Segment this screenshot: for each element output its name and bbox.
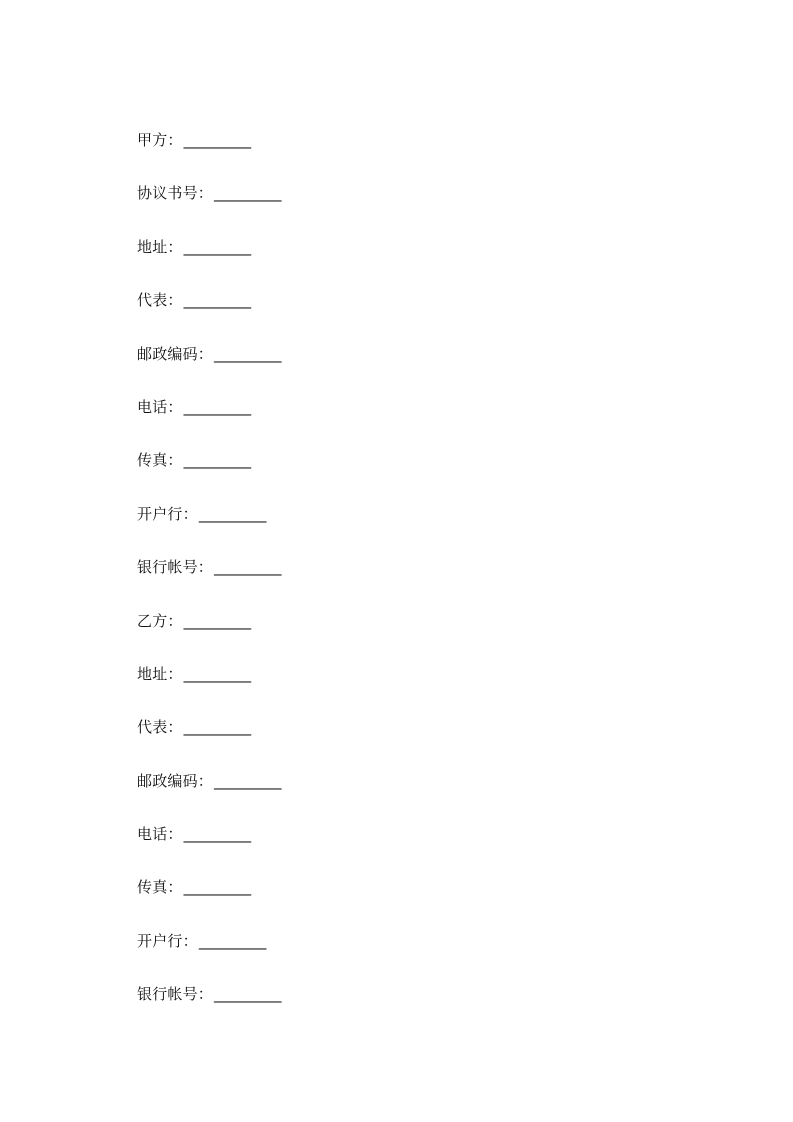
field-row-party-b-phone [137, 823, 282, 876]
field-blank-party-a-account: _________ [214, 558, 282, 577]
field-label-party-a-address: 地址： [137, 237, 183, 256]
field-row-party-a-phone [137, 396, 282, 449]
field-row-party-a-fax [137, 449, 282, 502]
field-row-party-b-address [137, 663, 282, 716]
party-info-fields [137, 129, 282, 1037]
field-blank-party-b-phone: _________ [183, 825, 252, 844]
field-row-party-b [137, 610, 282, 663]
field-label-party-b: 乙方： [137, 611, 183, 630]
field-label-party-b-postal-code: 邮政编码： [137, 771, 214, 790]
field-blank-party-b-address: _________ [183, 664, 252, 683]
field-blank-party-a-address: _________ [183, 237, 252, 256]
field-label-party-a-postal-code: 邮政编码： [137, 344, 214, 363]
field-blank-party-a-bank: _________ [198, 504, 267, 523]
field-row-party-a-account [137, 556, 282, 609]
field-label-party-b-phone: 电话： [137, 825, 183, 844]
field-blank-party-b: _________ [183, 611, 252, 630]
field-blank-party-b-fax: _________ [183, 878, 252, 897]
field-row-party-a-bank [137, 503, 282, 556]
field-row-party-b-account [137, 983, 282, 1036]
field-row-party-a [137, 129, 282, 182]
field-row-agreement-number [137, 182, 282, 235]
field-label-party-b-representative: 代表： [137, 718, 183, 737]
field-blank-party-b-account: _________ [214, 985, 282, 1004]
field-row-party-b-bank [137, 930, 282, 983]
field-row-party-a-postal-code [137, 343, 282, 396]
field-row-party-b-representative [137, 716, 282, 769]
field-label-party-b-bank: 开户行： [137, 931, 198, 950]
field-blank-party-b-bank: _________ [198, 931, 267, 950]
field-label-party-b-address: 地址： [137, 664, 183, 683]
field-row-party-a-address [137, 236, 282, 289]
field-blank-party-b-postal-code: _________ [214, 771, 282, 790]
field-label-party-a-account: 银行帐号： [137, 558, 214, 577]
field-label-party-b-account: 银行帐号： [137, 985, 214, 1004]
field-blank-party-a-representative: _________ [183, 291, 252, 310]
field-row-party-a-representative [137, 289, 282, 342]
field-row-party-b-postal-code [137, 770, 282, 823]
field-row-party-b-fax [137, 876, 282, 929]
field-label-agreement-number: 协议书号： [137, 184, 214, 203]
field-label-party-a-representative: 代表： [137, 291, 183, 310]
field-blank-party-b-representative: _________ [183, 718, 252, 737]
field-label-party-a-bank: 开户行： [137, 504, 198, 523]
field-blank-party-a-fax: _________ [183, 451, 252, 470]
field-blank-party-a-postal-code: _________ [214, 344, 282, 363]
field-label-party-a: 甲方： [137, 131, 183, 149]
field-label-party-a-fax: 传真： [137, 451, 183, 470]
field-blank-agreement-number: _________ [214, 184, 282, 203]
field-blank-party-a: _________ [183, 131, 252, 149]
field-label-party-b-fax: 传真： [137, 878, 183, 897]
field-blank-party-a-phone: _________ [183, 397, 252, 416]
field-label-party-a-phone: 电话： [137, 397, 183, 416]
